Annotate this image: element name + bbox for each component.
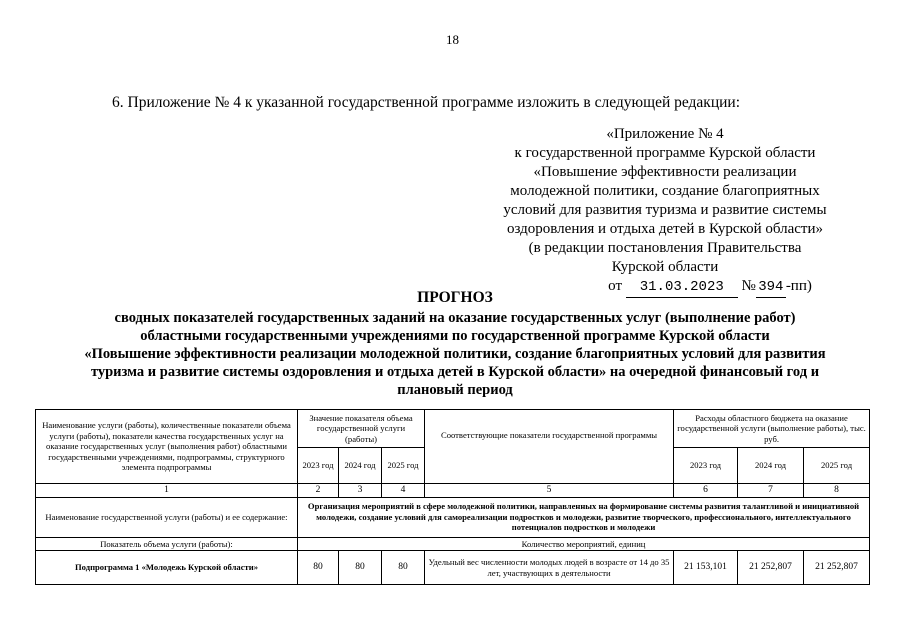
- header-year-2025: 2025 год: [382, 448, 425, 484]
- document-title: [40, 289, 870, 399]
- appendix-line: к государственной программе Курской области: [514, 145, 816, 161]
- title-line: сводных показателей государственных заданий на оказание государственных услуг (выполнение работ): [114, 310, 796, 326]
- service-content: Организация мероприятий в сфере молодежной политики, направленных на формирование системы развития талантливой и инициативной молодежи, создание условий для самореализации подростков и молодежи, развитие творческого, профессионального, интеллектуального потенциалов подростков и молодежи: [298, 497, 870, 537]
- header-program-indicators: Соответствующие показатели государственной программы: [425, 410, 674, 484]
- appendix-line: молодежной политики, создание благоприятных: [510, 183, 820, 199]
- resolution-date: 31.03.2023: [626, 278, 738, 298]
- header-expenses: Расходы областного бюджета на оказание государственной услуги (выполнение работы), тыс. руб.: [674, 410, 870, 448]
- subprogram-expense-2023: 21 153,101: [674, 551, 738, 585]
- from-prefix: от: [608, 278, 622, 294]
- appendix-line: «Повышение эффективности реализации: [533, 164, 797, 180]
- column-number: 7: [738, 484, 804, 498]
- column-number: 8: [804, 484, 870, 498]
- service-label: Наименование государственной услуги (работы) и ее содержание:: [36, 497, 298, 537]
- subprogram-value-2025: 80: [382, 551, 425, 585]
- appendix-line: условий для развития туризма и развитие системы: [503, 202, 827, 218]
- appendix-header: [470, 125, 860, 298]
- number-prefix: №: [741, 278, 756, 294]
- title-line: областными государственными учреждениями по государственной программе Курской области: [140, 328, 770, 344]
- volume-value: Количество мероприятий, единиц: [298, 537, 870, 551]
- indicators-table: [35, 409, 870, 585]
- title-heading: ПРОГНОЗ: [417, 289, 493, 306]
- header-expense-2023: 2023 год: [674, 448, 738, 484]
- header-expense-2024: 2024 год: [738, 448, 804, 484]
- item-6-text: 6. Приложение № 4 к указанной государственной программе изложить в следующей редакции:: [112, 94, 741, 111]
- appendix-line: «Приложение № 4: [606, 126, 724, 142]
- column-number: 4: [382, 484, 425, 498]
- column-number: 5: [425, 484, 674, 498]
- header-indicator-value: Значение показателя объема государственной услуги (работы): [298, 410, 425, 448]
- column-number: 2: [298, 484, 339, 498]
- volume-label: Показатель объема услуги (работы):: [36, 537, 298, 551]
- appendix-line: (в редакции постановления Правительства: [528, 240, 802, 256]
- subprogram-indicator: Удельный вес численности молодых людей в возрасте от 14 до 35 лет, участвующих в деятельности: [425, 551, 674, 585]
- subprogram-value-2024: 80: [339, 551, 382, 585]
- subprogram-value-2023: 80: [298, 551, 339, 585]
- subprogram-expense-2025: 21 252,807: [804, 551, 870, 585]
- title-line: плановый период: [397, 382, 513, 398]
- subprogram-name: Подпрограмма 1 «Молодежь Курской области»: [36, 551, 298, 585]
- header-year-2023: 2023 год: [298, 448, 339, 484]
- column-number: 1: [36, 484, 298, 498]
- resolution-number: 394: [756, 278, 786, 298]
- page-number: 18: [446, 32, 459, 47]
- header-expense-2025: 2025 год: [804, 448, 870, 484]
- header-year-2024: 2024 год: [339, 448, 382, 484]
- column-number: 6: [674, 484, 738, 498]
- title-line: туризма и развитие системы оздоровления и отдыха детей в Курской области» на очередной финансовый год и: [90, 364, 820, 380]
- column-number: 3: [339, 484, 382, 498]
- subprogram-expense-2024: 21 252,807: [738, 551, 804, 585]
- appendix-line: Курской области: [611, 259, 719, 275]
- appendix-line: оздоровления и отдыха детей в Курской области»: [507, 221, 823, 237]
- title-line: «Повышение эффективности реализации молодежной политики, создание благоприятных условий для развития: [84, 346, 826, 362]
- header-service-name: Наименование услуги (работы), количественные показатели объема услуги (работы), показатели качества государственных услуг на оказание государственных услуг (выполнения работ) областными государственными учреждениями, подпрограммы, структурного элемента подпрограммы: [36, 410, 298, 484]
- number-suffix: -пп): [785, 278, 812, 294]
